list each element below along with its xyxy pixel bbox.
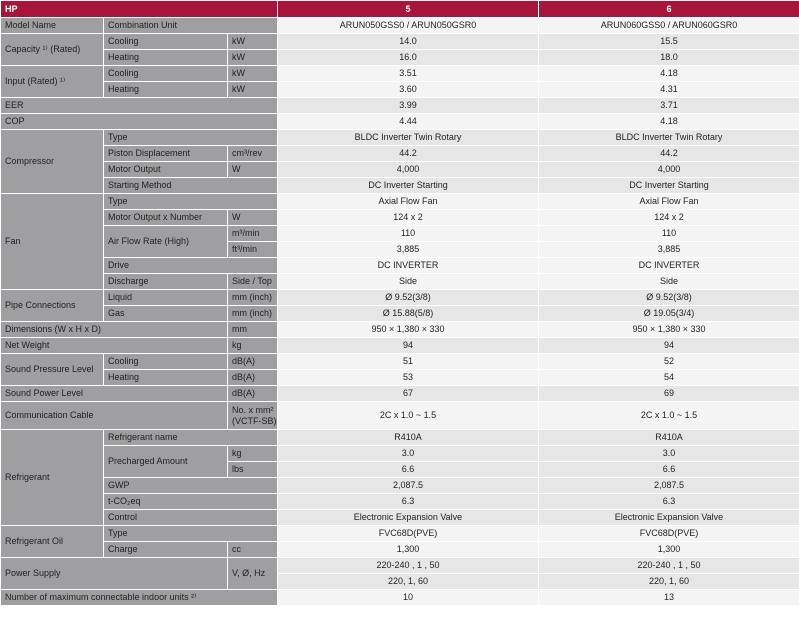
table-row [1, 114, 799, 130]
unit-cell: cm³/rev [228, 146, 278, 162]
table-row [1, 18, 799, 34]
row-sublabel: Piston Displacement [104, 146, 228, 162]
value-cell: 4.18 [539, 66, 799, 82]
value-cell: 3.0 [539, 446, 799, 462]
table-row [1, 430, 799, 446]
value-cell: 4,000 [539, 162, 799, 178]
table-row [1, 34, 799, 50]
value-cell: Axial Flow Fan [278, 194, 539, 210]
row-label: COP [1, 114, 278, 130]
value-cell: Electronic Expansion Valve [278, 510, 539, 526]
row-sublabel: Type [104, 526, 278, 542]
value-cell: 2,087.5 [539, 478, 799, 494]
unit-cell [228, 402, 278, 430]
value-cell: 3.71 [539, 98, 799, 114]
table-row [1, 338, 799, 354]
row-label: Power Supply [1, 558, 228, 590]
value-cell: Side [539, 274, 799, 290]
row-sublabel: Cooling [104, 34, 228, 50]
row-label: Communication Cable [1, 402, 228, 430]
table-header-row [1, 1, 799, 18]
unit-cell: W [228, 210, 278, 226]
value-cell: 950 × 1,380 × 330 [539, 322, 799, 338]
table-row [1, 370, 799, 386]
value-cell: 220-240 , 1 , 50 [278, 558, 539, 574]
value-cell: BLDC Inverter Twin Rotary [539, 130, 799, 146]
header-col-1: 5 [278, 1, 539, 18]
row-sublabel: Combination Unit [104, 18, 278, 34]
value-cell: 6.6 [539, 462, 799, 478]
value-cell: DC INVERTER [539, 258, 799, 274]
row-sublabel: Control [104, 510, 278, 526]
table-row [1, 98, 799, 114]
value-cell: 6.3 [539, 494, 799, 510]
table-row [1, 322, 799, 338]
row-sublabel: Starting Method [104, 178, 278, 194]
value-cell: Ø 9.52(3/8) [278, 290, 539, 306]
table-row [1, 494, 799, 510]
value-cell: 15.5 [539, 34, 799, 50]
row-label: Sound Power Level [1, 386, 228, 402]
table-row [1, 178, 799, 194]
row-sublabel: Discharge [104, 274, 228, 290]
value-cell: 53 [278, 370, 539, 386]
value-cell: R410A [539, 430, 799, 446]
row-sublabel: Cooling [104, 354, 228, 370]
unit-cell: kW [228, 34, 278, 50]
table-row [1, 66, 799, 82]
value-cell: 6.6 [278, 462, 539, 478]
unit-cell: kW [228, 66, 278, 82]
value-cell: 6.3 [278, 494, 539, 510]
table-row [1, 146, 799, 162]
row-label: Number of maximum connectable indoor units ²⁾ [1, 590, 278, 606]
value-cell: 4.31 [539, 82, 799, 98]
row-sublabel: Gas [104, 306, 228, 322]
row-sublabel: Heating [104, 82, 228, 98]
value-cell: 220, 1, 60 [278, 574, 539, 590]
row-label: Fan [1, 194, 104, 290]
row-label: Input (Rated) ¹⁾ [1, 66, 104, 98]
row-sublabel: Refrigerant name [104, 430, 278, 446]
table-row [1, 226, 799, 242]
row-label: EER [1, 98, 278, 114]
value-cell: 2C x 1.0 ~ 1.5 [539, 402, 799, 430]
value-cell: 3.60 [278, 82, 539, 98]
unit-cell: dB(A) [228, 370, 278, 386]
value-cell: 3.0 [278, 446, 539, 462]
row-label: Net Weight [1, 338, 228, 354]
unit-cell: mm (inch) [228, 306, 278, 322]
value-cell: Ø 15.88(5/8) [278, 306, 539, 322]
value-cell: DC Inverter Starting [539, 178, 799, 194]
value-cell: Side [278, 274, 539, 290]
value-cell: 950 × 1,380 × 330 [278, 322, 539, 338]
row-label: Sound Pressure Level [1, 354, 104, 386]
unit-cell: V, Ø, Hz [228, 558, 278, 590]
unit-cell: kW [228, 82, 278, 98]
table-row [1, 558, 799, 574]
unit-cell: mm (inch) [228, 290, 278, 306]
table-row [1, 82, 799, 98]
value-cell: 54 [539, 370, 799, 386]
value-cell: 4,000 [278, 162, 539, 178]
table-row [1, 526, 799, 542]
row-sublabel: Air Flow Rate (High) [104, 226, 228, 258]
unit-cell: lbs [228, 462, 278, 478]
value-cell: 10 [278, 590, 539, 606]
unit-cell: mm [228, 322, 278, 338]
value-cell: 67 [278, 386, 539, 402]
row-sublabel: Precharged Amount [104, 446, 228, 478]
row-sublabel: Motor Output x Number [104, 210, 228, 226]
table-row [1, 210, 799, 226]
value-cell: 110 [278, 226, 539, 242]
value-cell: 3.51 [278, 66, 539, 82]
table-row [1, 162, 799, 178]
unit-cell: W [228, 162, 278, 178]
value-cell: 220, 1, 60 [539, 574, 799, 590]
value-cell: 13 [539, 590, 799, 606]
row-sublabel: Heating [104, 50, 228, 66]
table-row [1, 510, 799, 526]
table-row [1, 50, 799, 66]
row-label: Pipe Connections [1, 290, 104, 322]
value-cell: 14.0 [278, 34, 539, 50]
unit-text: No. x mm² [232, 404, 274, 415]
table-row [1, 386, 799, 402]
row-sublabel: GWP [104, 478, 278, 494]
table-row [1, 274, 799, 290]
unit-cell: m³/min [228, 226, 278, 242]
value-cell: 16.0 [278, 50, 539, 66]
row-sublabel: Type [104, 130, 278, 146]
value-cell: ARUN060GSS0 / ARUN060GSR0 [539, 18, 799, 34]
value-cell: 110 [539, 226, 799, 242]
value-cell: R410A [278, 430, 539, 446]
row-label: Capacity ¹⁾ (Rated) [1, 34, 104, 66]
table-row [1, 130, 799, 146]
row-sublabel: Heating [104, 370, 228, 386]
unit-cell: kg [228, 338, 278, 354]
value-cell: 4.18 [539, 114, 799, 130]
value-cell: ARUN050GSS0 / ARUN050GSR0 [278, 18, 539, 34]
value-cell: 3,885 [539, 242, 799, 258]
table-row [1, 354, 799, 370]
unit-cell: ft³/min [228, 242, 278, 258]
table-row [1, 258, 799, 274]
table-row [1, 590, 799, 606]
row-label: Dimensions (W x H x D) [1, 322, 228, 338]
unit-cell: Side / Top [228, 274, 278, 290]
value-cell: FVC68D(PVE) [278, 526, 539, 542]
table-row [1, 446, 799, 462]
unit-cell: cc [228, 542, 278, 558]
value-cell: DC INVERTER [278, 258, 539, 274]
value-cell: 1,300 [539, 542, 799, 558]
value-cell: 1,300 [278, 542, 539, 558]
table-row [1, 542, 799, 558]
value-cell: 3.99 [278, 98, 539, 114]
table-row [1, 306, 799, 322]
value-cell: 2C x 1.0 ~ 1.5 [278, 402, 539, 430]
row-sublabel: t-CO₂eq [104, 494, 278, 510]
row-label: Compressor [1, 130, 104, 194]
unit-cell: kg [228, 446, 278, 462]
value-cell: 3,885 [278, 242, 539, 258]
row-sublabel: Charge [104, 542, 228, 558]
row-sublabel: Cooling [104, 66, 228, 82]
table-row [1, 194, 799, 210]
value-cell: 124 x 2 [278, 210, 539, 226]
table-row [1, 402, 799, 430]
table-row [1, 478, 799, 494]
row-sublabel: Type [104, 194, 278, 210]
table-row [1, 290, 799, 306]
value-cell: 124 x 2 [539, 210, 799, 226]
row-sublabel: Liquid [104, 290, 228, 306]
row-label: Refrigerant Oil [1, 526, 104, 558]
value-cell: DC Inverter Starting [278, 178, 539, 194]
value-cell: 52 [539, 354, 799, 370]
value-cell: 94 [539, 338, 799, 354]
row-label: Model Name [1, 18, 104, 34]
value-cell: BLDC Inverter Twin Rotary [278, 130, 539, 146]
unit-cell: dB(A) [228, 386, 278, 402]
value-cell: Ø 19.05(3/4) [539, 306, 799, 322]
value-cell: Electronic Expansion Valve [539, 510, 799, 526]
row-label: Refrigerant [1, 430, 104, 526]
value-cell: FVC68D(PVE) [539, 526, 799, 542]
unit-text: (VCTF-SB) [232, 415, 277, 426]
value-cell: 18.0 [539, 50, 799, 66]
value-cell: Axial Flow Fan [539, 194, 799, 210]
value-cell: 44.2 [539, 146, 799, 162]
value-cell: 44.2 [278, 146, 539, 162]
value-cell: 69 [539, 386, 799, 402]
header-hp: HP [1, 1, 278, 18]
unit-cell: kW [228, 50, 278, 66]
value-cell: 4.44 [278, 114, 539, 130]
row-sublabel: Motor Output [104, 162, 228, 178]
value-cell: 51 [278, 354, 539, 370]
header-col-2: 6 [539, 1, 799, 18]
value-cell: 2,087.5 [278, 478, 539, 494]
value-cell: Ø 9.52(3/8) [539, 290, 799, 306]
row-sublabel: Drive [104, 258, 278, 274]
value-cell: 220-240 , 1 , 50 [539, 558, 799, 574]
unit-cell: dB(A) [228, 354, 278, 370]
value-cell: 94 [278, 338, 539, 354]
